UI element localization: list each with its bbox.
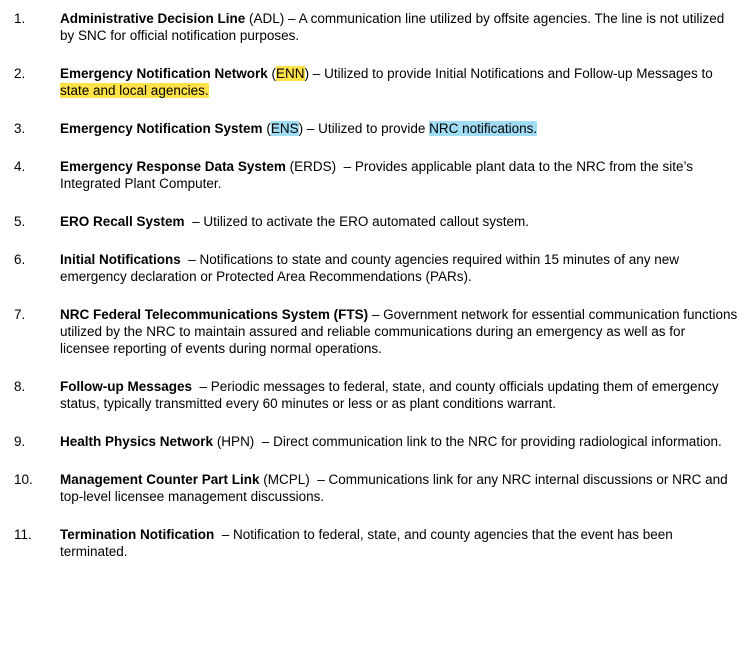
highlight-blue: NRC notifications. bbox=[429, 121, 538, 136]
item-number: 1. bbox=[14, 11, 26, 26]
term-name: ERO Recall System bbox=[60, 214, 185, 229]
item-number: 7. bbox=[14, 307, 26, 322]
item-text: ERO Recall System – Utilized to activate the ERO automated callout system. bbox=[60, 214, 529, 229]
definition-item bbox=[14, 251, 738, 285]
term-name: Administrative Decision Line bbox=[60, 11, 246, 26]
definition-item bbox=[14, 10, 738, 44]
definition-item bbox=[14, 158, 738, 192]
highlight-yellow: ENN bbox=[276, 66, 305, 81]
item-text: NRC Federal Telecommunications System (FTS) – Government network for essential communication functions utilized by the NRC to maintain assured and reliable communications during an emergency as well as for licensee reporting of events during normal operations. bbox=[60, 307, 742, 356]
definition-item bbox=[14, 306, 742, 357]
item-number: 9. bbox=[14, 434, 26, 449]
item-text: Administrative Decision Line (ADL) – A communication line utilized by offsite agencies. The line is not utilized by SNC for official notification purposes. bbox=[60, 11, 729, 43]
definition-item bbox=[14, 433, 738, 450]
item-text: Emergency Response Data System (ERDS) – Provides applicable plant data to the NRC from the site’s Integrated Plant Computer. bbox=[60, 159, 697, 191]
definition-item bbox=[14, 213, 738, 230]
item-number: 6. bbox=[14, 252, 26, 267]
term-name: NRC Federal Telecommunications System (FTS) bbox=[60, 307, 369, 322]
definition-item bbox=[14, 378, 738, 412]
item-text: Termination Notification – Notification to federal, state, and county agencies that the event has been terminated. bbox=[60, 527, 677, 559]
highlight-blue: ENS bbox=[270, 121, 299, 136]
definition-item bbox=[14, 471, 738, 505]
item-text: Initial Notifications – Notifications to state and county agencies required within 15 minutes of any new emergency declaration or Protected Area Recommendations (PARs). bbox=[60, 252, 683, 284]
item-number: 2. bbox=[14, 66, 26, 81]
item-number: 11. bbox=[14, 527, 32, 542]
term-name: Emergency Response Data System bbox=[60, 159, 286, 174]
item-number: 4. bbox=[14, 159, 26, 174]
term-name: Initial Notifications bbox=[60, 252, 181, 267]
item-number: 10. bbox=[14, 472, 33, 487]
definition-item bbox=[14, 526, 738, 560]
term-name: Emergency Notification Network bbox=[60, 66, 268, 81]
term-name: Emergency Notification System bbox=[60, 121, 263, 136]
definition-item bbox=[14, 65, 738, 99]
term-name: Health Physics Network bbox=[60, 434, 214, 449]
item-text: Management Counter Part Link (MCPL) – Communications link for any NRC internal discussions or NRC and top-level licensee management discussions. bbox=[60, 472, 732, 504]
item-text: Follow-up Messages – Periodic messages to federal, state, and county officials updating them of emergency status, typically transmitted every 60 minutes or less or as plant conditions warrant. bbox=[60, 379, 723, 411]
item-number: 3. bbox=[14, 121, 26, 136]
item-number: 5. bbox=[14, 214, 26, 229]
term-name: Termination Notification bbox=[60, 527, 215, 542]
term-name: Management Counter Part Link bbox=[60, 472, 260, 487]
item-text: Emergency Notification Network (ENN) – Utilized to provide Initial Notifications and Follow-up Messages to state and local agencies. bbox=[60, 66, 717, 98]
term-name: Follow-up Messages bbox=[60, 379, 193, 394]
item-number: 8. bbox=[14, 379, 26, 394]
item-text: Emergency Notification System (ENS) – Utilized to provide NRC notifications. bbox=[60, 121, 538, 136]
item-text: Health Physics Network (HPN) – Direct communication link to the NRC for providing radiological information. bbox=[60, 434, 722, 449]
definitions-list bbox=[14, 10, 742, 560]
highlight-yellow: state and local agencies. bbox=[60, 83, 209, 98]
definition-item bbox=[14, 120, 738, 137]
